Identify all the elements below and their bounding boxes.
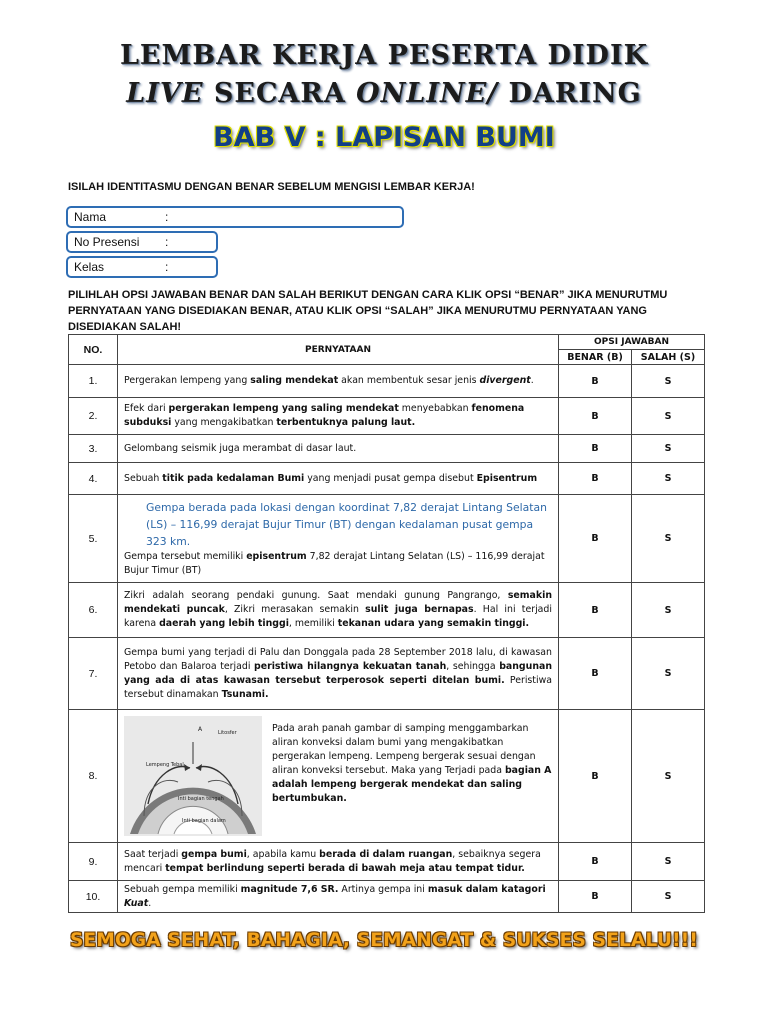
row-number: 7.	[69, 638, 118, 710]
row-number: 3.	[69, 435, 118, 463]
text: Zikri adalah seorang pendaki gunung. Saat mendaki gunung Pangrango,	[124, 590, 508, 601]
text-bold: bangunan yang ada di atas kawasan tersebut terperosok seperti ditelan bumi.	[124, 660, 552, 686]
option-true-button[interactable]: B	[559, 583, 632, 638]
statement-text	[118, 365, 559, 398]
identity-instruction: ISILAH IDENTITASMU DENGAN BENAR SEBELUM MENGISI LEMBAR KERJA!	[68, 181, 475, 193]
text-bold: episentrum	[246, 551, 307, 562]
statement-text	[118, 881, 559, 913]
figure-label-mantle: Lempeng Tebal	[146, 762, 184, 768]
convection-diagram-figure	[124, 716, 262, 836]
subtitle-live: LIVE	[126, 78, 204, 109]
text-bold: peristiwa hilangnya kekuatan tanah	[254, 660, 447, 672]
table-row	[69, 710, 705, 843]
text-bold: tekanan udara yang semakin tinggi.	[337, 618, 530, 629]
statement-text	[118, 710, 559, 843]
text-bold: fenomena subduksi	[124, 403, 525, 428]
text-bold: daerah yang lebih tinggi	[159, 618, 289, 629]
option-false-button[interactable]: S	[632, 365, 705, 398]
text: Sebuah	[124, 472, 163, 484]
option-false-button[interactable]: S	[632, 843, 705, 881]
table-row	[69, 495, 705, 583]
text: Efek dari	[124, 403, 169, 414]
header-no: NO.	[69, 335, 118, 365]
row-number: 6.	[69, 583, 118, 638]
figure-label-lithosphere: Litosfer	[218, 730, 237, 736]
table-row	[69, 881, 705, 913]
true-false-table	[68, 334, 705, 913]
text-bold: magnitude 7,6 SR.	[240, 883, 339, 895]
text: Pada arah panah gambar di samping menggambarkan aliran konveksi dalam bumi yang mengakibatkan pergerakan lempeng. Lempeng bergerak sesuai dengan aliran konveksi tersebut. Maka yang Terjadi pada	[272, 723, 536, 776]
text: , Zikri merasakan semakin	[224, 604, 366, 615]
option-false-button[interactable]: S	[632, 495, 705, 583]
text: akan membentuk sesar jenis	[338, 375, 480, 386]
text-bold: bagian A adalah lempeng bergerak mendekat dan saling bertumbukan.	[272, 765, 552, 804]
option-false-button[interactable]: S	[632, 398, 705, 435]
statement-text	[118, 435, 559, 463]
text-bold: semakin mendekati puncak	[124, 590, 552, 615]
text-bold: gempa bumi	[181, 848, 247, 860]
text: , sehingga	[446, 660, 500, 672]
text: Gelombang seismik juga merambat di dasar laut.	[124, 442, 357, 454]
answer-instruction: PILIHLAH OPSI JAWABAN BENAR DAN SALAH BERIKUT DENGAN CARA KLIK OPSI “BENAR” JIKA MENURUTMU PERNYATAAN YANG DISEDIAKAN BENAR, ATAU KLIK OPSI “SALAH” JIKA MENURUTMU PERNYATAAN YANG DISEDIAKAN SALAH!	[68, 289, 668, 333]
row-number: 10.	[69, 881, 118, 913]
text-bold: Episentrum	[476, 472, 538, 484]
text: yang mengakibatkan	[171, 417, 277, 428]
option-false-button[interactable]: S	[632, 710, 705, 843]
text: . Hal ini terjadi karena	[124, 604, 552, 629]
text-bold: saling mendekat	[250, 375, 339, 386]
worksheet-title: LEMBAR KERJA PESERTA DIDIK	[119, 40, 649, 71]
closing-message: SEMOGA SEHAT, BAHAGIA, SEMANGAT & SUKSES SELALU!!!	[69, 930, 699, 951]
text: Gempa tersebut memiliki	[124, 551, 247, 562]
text: 7,82 derajat Lintang Selatan (LS) – 116,99 derajat Bujur Timur (BT)	[124, 551, 545, 576]
statement-text	[118, 843, 559, 881]
text-bold: Tsunami.	[221, 688, 269, 700]
table-row	[69, 583, 705, 638]
quoted-report: Gempa berada pada lokasi dengan koordinat 7,82 derajat Lintang Selatan (LS) – 116,99 derajat Bujur Timur (BT) dengan kedalaman pusat gempa 323 km.	[146, 501, 547, 548]
table-row	[69, 638, 705, 710]
header-options: OPSI JAWABAN	[559, 335, 705, 350]
option-true-button[interactable]: B	[559, 463, 632, 495]
text: Peristiwa tersebut dinamakan	[124, 674, 552, 700]
attendance-number-colon: :	[165, 235, 169, 249]
statement-text	[118, 583, 559, 638]
option-true-button[interactable]: B	[559, 710, 632, 843]
table-row	[69, 398, 705, 435]
text: Pergerakan lempeng yang	[124, 375, 251, 386]
text: , apabila kamu	[246, 848, 320, 860]
text: Artinya gempa ini	[338, 883, 428, 895]
option-false-button[interactable]: S	[632, 881, 705, 913]
text: menyebabkan	[398, 403, 472, 414]
statement-text	[118, 495, 559, 583]
text: , memiliki	[288, 618, 338, 629]
text: , sebaiknya segera mencari	[124, 848, 541, 874]
row-number: 9.	[69, 843, 118, 881]
text: yang menjadi pusat gempa disebut	[304, 472, 477, 484]
option-false-button[interactable]: S	[632, 638, 705, 710]
option-true-button[interactable]: B	[559, 365, 632, 398]
text-bold: tempat berlindung seperti berada di bawah meja atau tempat tidur.	[165, 862, 525, 874]
table-row	[69, 843, 705, 881]
attendance-number-field[interactable]	[66, 231, 218, 253]
text: Saat terjadi	[124, 848, 182, 860]
text: Sebuah gempa memiliki	[124, 883, 241, 895]
text-bold: berada di dalam ruangan	[319, 848, 453, 860]
figure-label-inner-core: Inti bagian dalam	[182, 818, 226, 824]
name-label: Nama	[74, 210, 107, 224]
table-row	[69, 365, 705, 398]
header-false: SALAH (S)	[632, 350, 705, 365]
option-false-button[interactable]: S	[632, 435, 705, 463]
attendance-number-label: No Presensi	[74, 235, 140, 249]
table-row	[69, 463, 705, 495]
option-false-button[interactable]: S	[632, 463, 705, 495]
table-row	[69, 435, 705, 463]
worksheet-subtitle	[0, 78, 768, 109]
text-bold: sulit juga bernapas	[365, 604, 474, 615]
option-true-button[interactable]: B	[559, 881, 632, 913]
name-field[interactable]	[66, 206, 404, 228]
statement-text	[118, 463, 559, 495]
row-number: 1.	[69, 365, 118, 398]
figure-label-a: A	[198, 726, 203, 733]
option-true-button[interactable]: B	[559, 843, 632, 881]
subtitle-secara: SECARA	[213, 78, 346, 109]
row-number: 5.	[69, 495, 118, 583]
option-false-button[interactable]: S	[632, 583, 705, 638]
option-true-button[interactable]: B	[559, 435, 632, 463]
option-true-button[interactable]: B	[559, 398, 632, 435]
class-colon: :	[165, 260, 169, 274]
option-true-button[interactable]: B	[559, 495, 632, 583]
text: .	[530, 375, 534, 386]
row-number: 8.	[69, 710, 118, 843]
header-statement: PERNYATAAN	[118, 335, 559, 365]
statement-text	[118, 398, 559, 435]
header-true: BENAR (B)	[559, 350, 632, 365]
text-bold: masuk dalam katagori	[427, 883, 546, 895]
class-field[interactable]	[66, 256, 218, 278]
row-number: 2.	[69, 398, 118, 435]
row-number: 4.	[69, 463, 118, 495]
text-bold: titik pada kedalaman Bumi	[162, 472, 305, 484]
class-label: Kelas	[74, 260, 105, 274]
text-bold: terbentuknya palung laut.	[276, 417, 416, 428]
name-colon: :	[165, 210, 169, 224]
text-bold-italic: divergent	[479, 375, 531, 386]
statement-text	[118, 638, 559, 710]
text: .	[148, 897, 152, 909]
subtitle-online: ONLINE/	[356, 78, 499, 109]
option-true-button[interactable]: B	[559, 638, 632, 710]
text-bold: pergerakan lempeng yang saling mendekat	[168, 403, 399, 414]
figure-label-outer-core: Inti bagian tengah	[178, 796, 224, 802]
text-bold-italic: Kuat	[124, 897, 149, 909]
chapter-title: BAB V : LAPISAN BUMI	[213, 122, 555, 153]
subtitle-daring: DARING	[508, 78, 642, 109]
text: Gempa bumi yang terjadi di Palu dan Donggala pada 28 September 2018 lalu, di kawasan Petobo dan Balaroa terjadi	[124, 646, 552, 672]
